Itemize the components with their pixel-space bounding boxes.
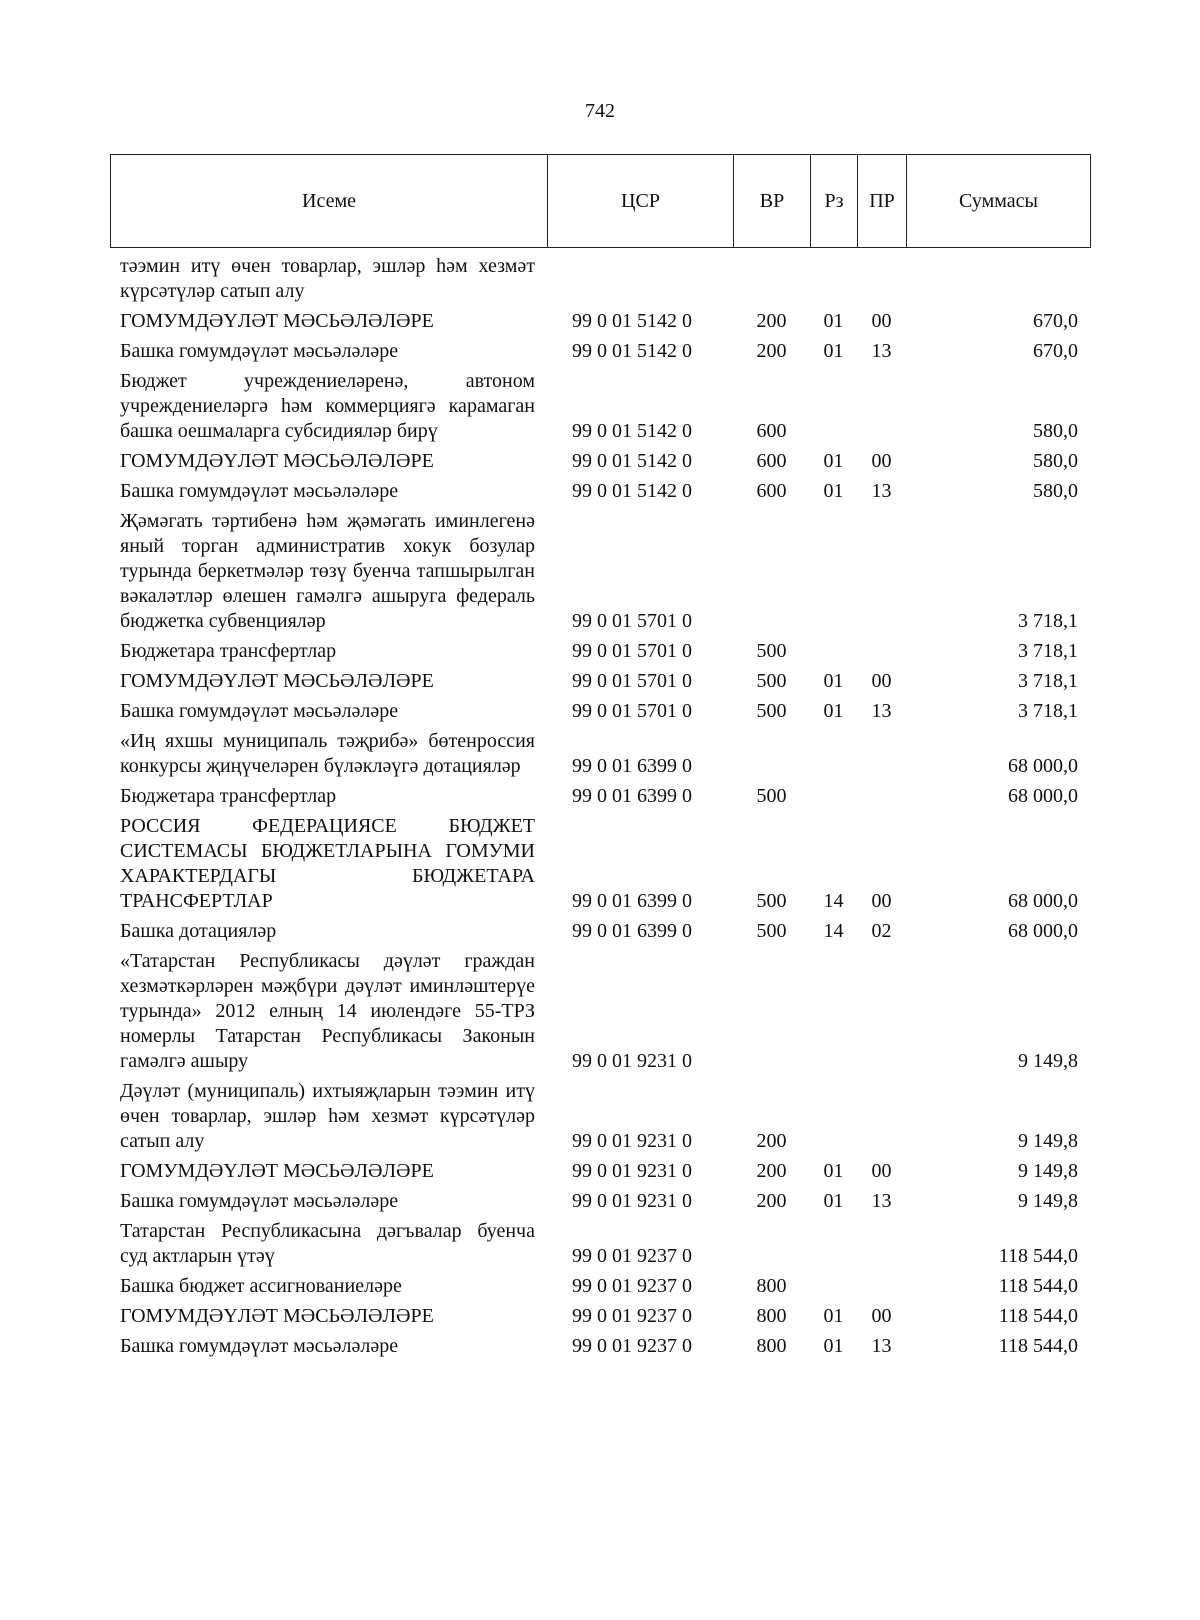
cell-sum: 9 149,8 — [1018, 1160, 1078, 1182]
cell-name: Башка гомумдәүләт мәсьәләләре — [120, 1190, 399, 1212]
table-row — [110, 254, 1090, 304]
cell-sum: 118 544,0 — [998, 1245, 1078, 1267]
cell-csr: 99 0 01 5142 0 — [572, 450, 692, 472]
header-sum: Суммасы — [907, 155, 1091, 248]
cell-sum: 118 544,0 — [998, 1305, 1078, 1327]
cell-sum: 580,0 — [1033, 450, 1078, 472]
cell-pr: 02 — [871, 920, 892, 942]
cell-name: Башка гомумдәүләт мәсьәләләре — [120, 1335, 399, 1357]
cell-rz — [810, 779, 857, 809]
cell-csr: 99 0 01 5142 0 — [572, 310, 692, 332]
cell-sum: 68 000,0 — [1008, 785, 1078, 807]
table-row — [110, 944, 1090, 1074]
cell-name: Башка гомумдәүләт мәсьәләләре — [120, 480, 399, 502]
cell-pr: 00 — [871, 310, 892, 332]
cell-pr — [857, 779, 906, 809]
cell-vr: 800 — [756, 1335, 787, 1357]
cell-vr: 200 — [756, 1130, 787, 1152]
cell-name: «Иң яхшы муниципаль тәҗрибә» бөтенроссия конкурсы җиңүчеләрен бүләкләүгә дотацияләр — [120, 730, 535, 777]
cell-vr: 500 — [756, 890, 787, 912]
cell-vr: 800 — [756, 1305, 787, 1327]
cell-csr: 99 0 01 9231 0 — [572, 1130, 692, 1152]
table-row — [110, 364, 1090, 444]
cell-pr — [857, 1269, 906, 1299]
cell-pr: 00 — [871, 450, 892, 472]
table-row — [110, 694, 1090, 724]
cell-sum: 580,0 — [1033, 420, 1078, 442]
cell-vr — [733, 944, 810, 1074]
table-row — [110, 724, 1090, 779]
table-row — [110, 1299, 1090, 1329]
cell-sum: 3 718,1 — [1018, 640, 1078, 662]
cell-rz: 01 — [823, 1335, 844, 1357]
cell-vr: 600 — [756, 450, 787, 472]
table-header — [110, 154, 1091, 248]
cell-rz: 01 — [823, 1160, 844, 1182]
cell-rz: 01 — [823, 1305, 844, 1327]
cell-name: Бюджетара трансфертлар — [120, 785, 337, 807]
cell-sum — [906, 254, 1090, 304]
cell-pr: 13 — [871, 480, 892, 502]
cell-rz — [810, 724, 857, 779]
page-number: 742 — [585, 100, 615, 122]
header-vr: ВР — [734, 155, 811, 248]
cell-rz: 01 — [823, 310, 844, 332]
cell-rz: 14 — [823, 890, 844, 912]
cell-rz: 01 — [823, 340, 844, 362]
cell-name: ГОМУМДӘҮЛӘТ МӘСЬӘЛӘЛӘРЕ — [120, 670, 434, 692]
header-rz: Рз — [811, 155, 858, 248]
cell-csr: 99 0 01 5142 0 — [572, 340, 692, 362]
cell-name: Бюджетара трансфертлар — [120, 640, 337, 662]
cell-csr: 99 0 01 6399 0 — [572, 890, 692, 912]
cell-pr: 13 — [871, 700, 892, 722]
cell-rz: 14 — [823, 920, 844, 942]
cell-rz — [810, 1269, 857, 1299]
cell-name: Бюджет учреждениеләренә, автоном учреждениеләргә һәм коммерциягә карамаган башка оешмаларга субсидияләр бирү — [120, 370, 535, 442]
cell-rz — [810, 634, 857, 664]
table-row — [110, 1184, 1090, 1214]
cell-pr — [857, 634, 906, 664]
cell-csr: 99 0 01 5701 0 — [572, 670, 692, 692]
cell-name: Башка бюджет ассигнованиеләре — [120, 1275, 402, 1297]
cell-vr: 200 — [756, 340, 787, 362]
table-row — [110, 444, 1090, 474]
cell-csr: 99 0 01 9237 0 — [572, 1305, 692, 1327]
cell-rz: 01 — [823, 1190, 844, 1212]
cell-sum: 68 000,0 — [1008, 755, 1078, 777]
cell-name: «Татарстан Республикасы дәүләт граждан хезмәткәрләрен мәҗбүри дәүләт иминләштерүе турында» 2012 елның 14 июлендәге 55-ТРЗ номерлы Татарстан Республикасы Законын гамәлгә ашыру — [120, 950, 535, 1072]
cell-csr: 99 0 01 5701 0 — [572, 610, 692, 632]
cell-vr: 500 — [756, 700, 787, 722]
cell-sum: 118 544,0 — [998, 1335, 1078, 1357]
header-csr: ЦСР — [548, 155, 734, 248]
table-row — [110, 779, 1090, 809]
budget-table — [110, 254, 1090, 1359]
cell-vr — [733, 254, 810, 304]
cell-name: ГОМУМДӘҮЛӘТ МӘСЬӘЛӘЛӘРЕ — [120, 1305, 434, 1327]
table-row — [110, 504, 1090, 634]
table-body — [110, 254, 1090, 1359]
header-name: Исеме — [111, 155, 548, 248]
table-row — [110, 1154, 1090, 1184]
cell-vr: 500 — [756, 920, 787, 942]
cell-name: ГОМУМДӘҮЛӘТ МӘСЬӘЛӘЛӘРЕ — [120, 310, 434, 332]
cell-vr — [733, 724, 810, 779]
table-row — [110, 304, 1090, 334]
cell-pr: 13 — [871, 1335, 892, 1357]
table-row — [110, 664, 1090, 694]
cell-sum: 670,0 — [1033, 310, 1078, 332]
cell-sum: 580,0 — [1033, 480, 1078, 502]
cell-sum: 9 149,8 — [1018, 1050, 1078, 1072]
cell-name: ГОМУМДӘҮЛӘТ МӘСЬӘЛӘЛӘРЕ — [120, 1160, 434, 1182]
cell-name: Башка дотацияләр — [120, 920, 277, 942]
cell-csr: 99 0 01 5701 0 — [572, 700, 692, 722]
cell-pr: 13 — [871, 1190, 892, 1212]
cell-sum: 118 544,0 — [998, 1275, 1078, 1297]
cell-pr: 13 — [871, 340, 892, 362]
table-row — [110, 334, 1090, 364]
cell-csr: 99 0 01 9237 0 — [572, 1275, 692, 1297]
cell-sum: 68 000,0 — [1008, 890, 1078, 912]
cell-vr — [733, 504, 810, 634]
cell-vr: 500 — [756, 785, 787, 807]
cell-name: тәэмин итү өчен товарлар, эшләр һәм хезмәт күрсәтүләр сатып алу — [120, 255, 535, 302]
cell-vr: 500 — [756, 670, 787, 692]
cell-name: ГОМУМДӘҮЛӘТ МӘСЬӘЛӘЛӘРЕ — [120, 450, 434, 472]
cell-pr: 00 — [871, 1160, 892, 1182]
cell-name: РОССИЯ ФЕДЕРАЦИЯСЕ БЮДЖЕТ СИСТЕМАСЫ БЮДЖЕТЛАРЫНА ГОМУМИ ХАРАКТЕРДАГЫ БЮДЖЕТАРА ТРАНСФЕРТЛАР — [120, 815, 535, 912]
cell-rz — [810, 364, 857, 444]
cell-pr — [857, 1074, 906, 1154]
cell-csr: 99 0 01 6399 0 — [572, 785, 692, 807]
cell-sum: 68 000,0 — [1008, 920, 1078, 942]
cell-pr — [857, 1214, 906, 1269]
cell-csr: 99 0 01 6399 0 — [572, 920, 692, 942]
cell-vr: 500 — [756, 640, 787, 662]
cell-sum: 3 718,1 — [1018, 700, 1078, 722]
cell-pr — [857, 504, 906, 634]
cell-rz: 01 — [823, 700, 844, 722]
cell-pr — [857, 254, 906, 304]
cell-sum: 670,0 — [1033, 340, 1078, 362]
cell-pr: 00 — [871, 890, 892, 912]
cell-csr: 99 0 01 9231 0 — [572, 1160, 692, 1182]
cell-name: Башка гомумдәүләт мәсьәләләре — [120, 340, 399, 362]
cell-vr — [733, 1214, 810, 1269]
table-row — [110, 474, 1090, 504]
cell-pr — [857, 724, 906, 779]
table-row — [110, 634, 1090, 664]
cell-rz — [810, 254, 857, 304]
cell-csr: 99 0 01 5701 0 — [572, 640, 692, 662]
table-row — [110, 809, 1090, 914]
cell-sum: 3 718,1 — [1018, 670, 1078, 692]
table-row — [110, 1074, 1090, 1154]
cell-csr: 99 0 01 9231 0 — [572, 1190, 692, 1212]
cell-rz — [810, 1074, 857, 1154]
cell-name: Татарстан Республикасына дәгъвалар буенча суд актларын үтәү — [120, 1220, 535, 1267]
cell-rz: 01 — [823, 480, 844, 502]
cell-sum: 3 718,1 — [1018, 610, 1078, 632]
cell-sum: 9 149,8 — [1018, 1190, 1078, 1212]
cell-vr: 600 — [756, 480, 787, 502]
cell-name: Җәмәгать тәртибенә һәм җәмәгать иминлегенә яный торган административ хокук бозулар турында беркетмәләр төзү буенча тапшырылган вәкаләтләр өлешен гамәлгә ашыруга федераль бюджетка субвенцияләр — [120, 510, 535, 632]
header-pr: ПР — [858, 155, 907, 248]
cell-csr: 99 0 01 6399 0 — [572, 755, 692, 777]
cell-vr: 200 — [756, 310, 787, 332]
cell-rz — [810, 504, 857, 634]
cell-rz: 01 — [823, 670, 844, 692]
cell-pr: 00 — [871, 670, 892, 692]
table-row — [110, 914, 1090, 944]
cell-pr — [857, 364, 906, 444]
cell-rz — [810, 1214, 857, 1269]
cell-name: Дәүләт (муниципаль) ихтыяҗларын тәэмин итү өчен товарлар, эшләр һәм хезмәт күрсәтүләр сатып алу — [120, 1080, 535, 1152]
cell-csr — [547, 254, 733, 304]
table-row — [110, 1214, 1090, 1269]
cell-pr — [857, 944, 906, 1074]
cell-name: Башка гомумдәүләт мәсьәләләре — [120, 700, 399, 722]
table-row — [110, 1269, 1090, 1299]
cell-vr: 200 — [756, 1160, 787, 1182]
cell-pr: 00 — [871, 1305, 892, 1327]
cell-rz — [810, 944, 857, 1074]
cell-csr: 99 0 01 5142 0 — [572, 420, 692, 442]
cell-csr: 99 0 01 9237 0 — [572, 1335, 692, 1357]
cell-csr: 99 0 01 5142 0 — [572, 480, 692, 502]
cell-rz: 01 — [823, 450, 844, 472]
table-row — [110, 1329, 1090, 1359]
cell-vr: 800 — [756, 1275, 787, 1297]
cell-sum: 9 149,8 — [1018, 1130, 1078, 1152]
cell-vr: 200 — [756, 1190, 787, 1212]
cell-csr: 99 0 01 9231 0 — [572, 1050, 692, 1072]
cell-csr: 99 0 01 9237 0 — [572, 1245, 692, 1267]
cell-vr: 600 — [756, 420, 787, 442]
